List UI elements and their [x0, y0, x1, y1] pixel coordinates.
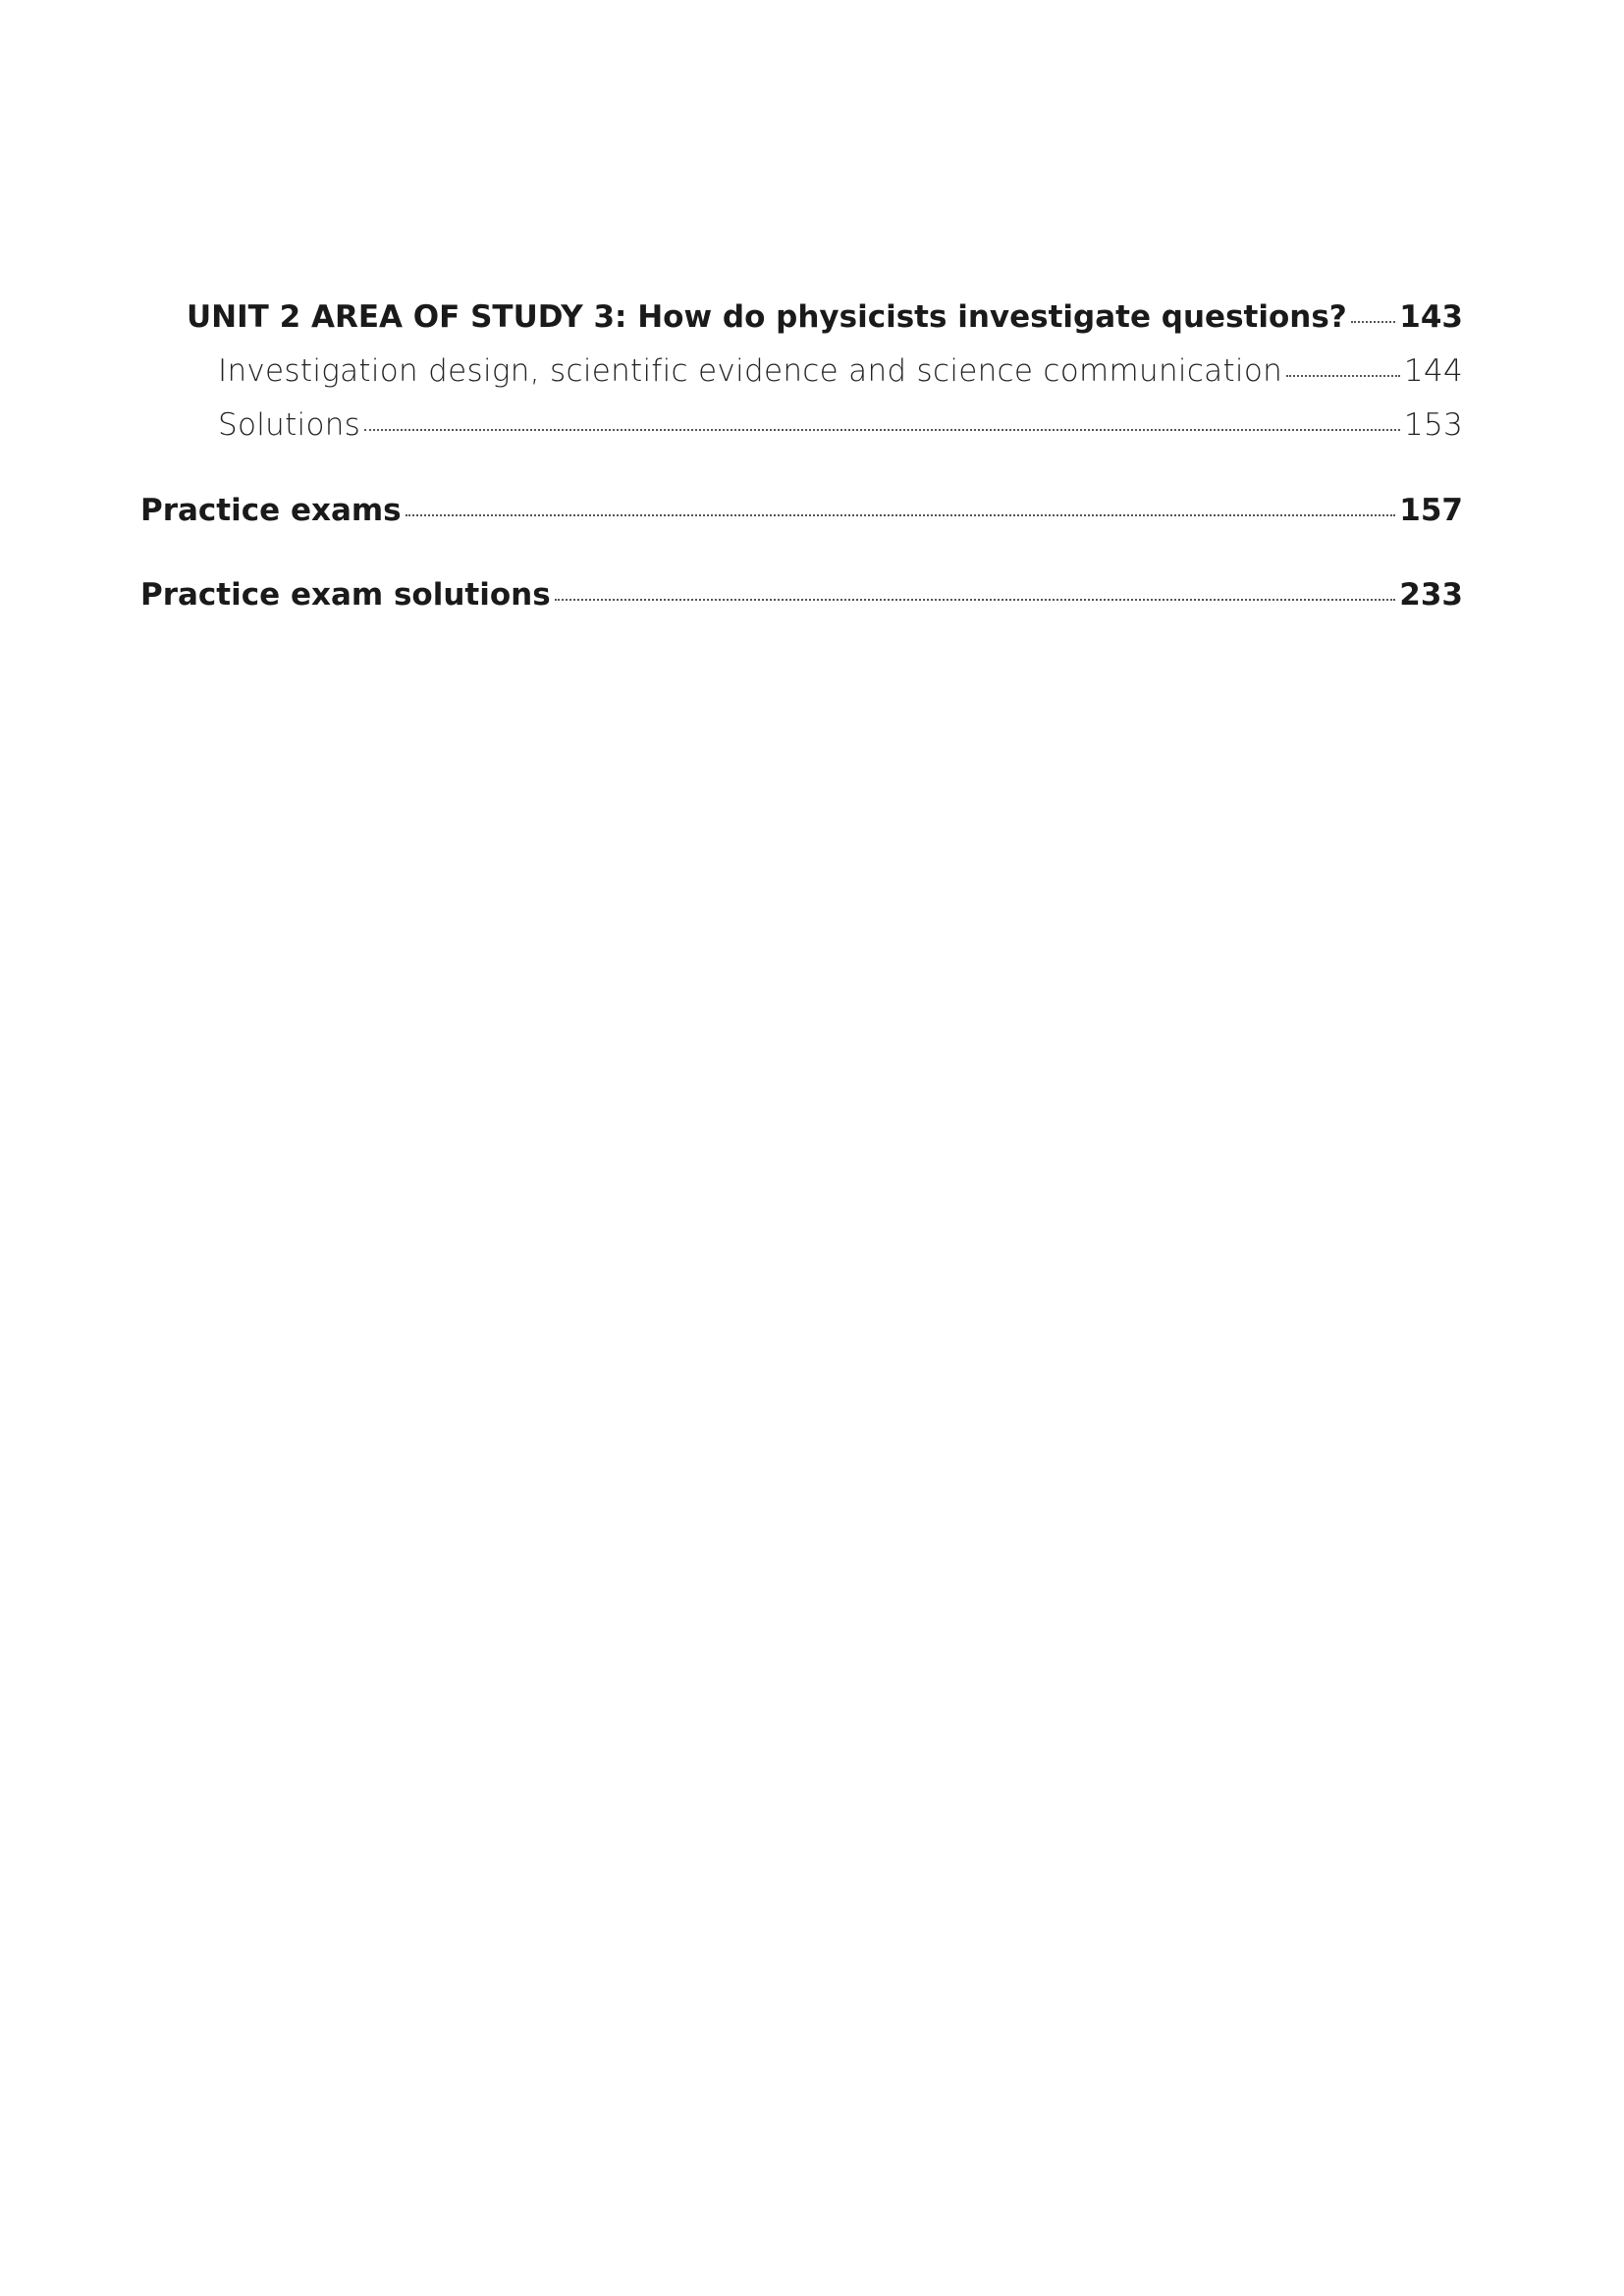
- toc-entry-label: Solutions: [218, 407, 361, 443]
- toc-entry-label: Investigation design, scientific evidence and science communication: [218, 353, 1283, 389]
- toc-entry-solutions[interactable]: [218, 407, 1463, 443]
- toc-entry-practice-exams[interactable]: [140, 493, 1463, 528]
- toc-entry-unit-2-aos-3[interactable]: [187, 299, 1463, 335]
- toc-entry-page: 157: [1399, 493, 1463, 528]
- toc-entry-label: Practice exams: [140, 493, 402, 528]
- dot-leader: [1286, 375, 1400, 377]
- toc-entry-practice-exam-solutions[interactable]: [140, 577, 1463, 613]
- toc-entry-investigation-design[interactable]: [218, 353, 1463, 389]
- dot-leader: [364, 429, 1400, 431]
- toc-entry-page: 233: [1399, 577, 1463, 613]
- toc-entry-page: 153: [1403, 407, 1463, 443]
- dot-leader: [555, 599, 1396, 601]
- toc-entry-label: UNIT 2 AREA OF STUDY 3: How do physicists investigate questions?: [187, 299, 1347, 335]
- toc-entry-label: Practice exam solutions: [140, 577, 551, 613]
- dot-leader: [406, 514, 1396, 516]
- toc-entry-page: 144: [1403, 353, 1463, 389]
- toc-entry-page: 143: [1399, 299, 1463, 335]
- dot-leader: [1351, 321, 1395, 323]
